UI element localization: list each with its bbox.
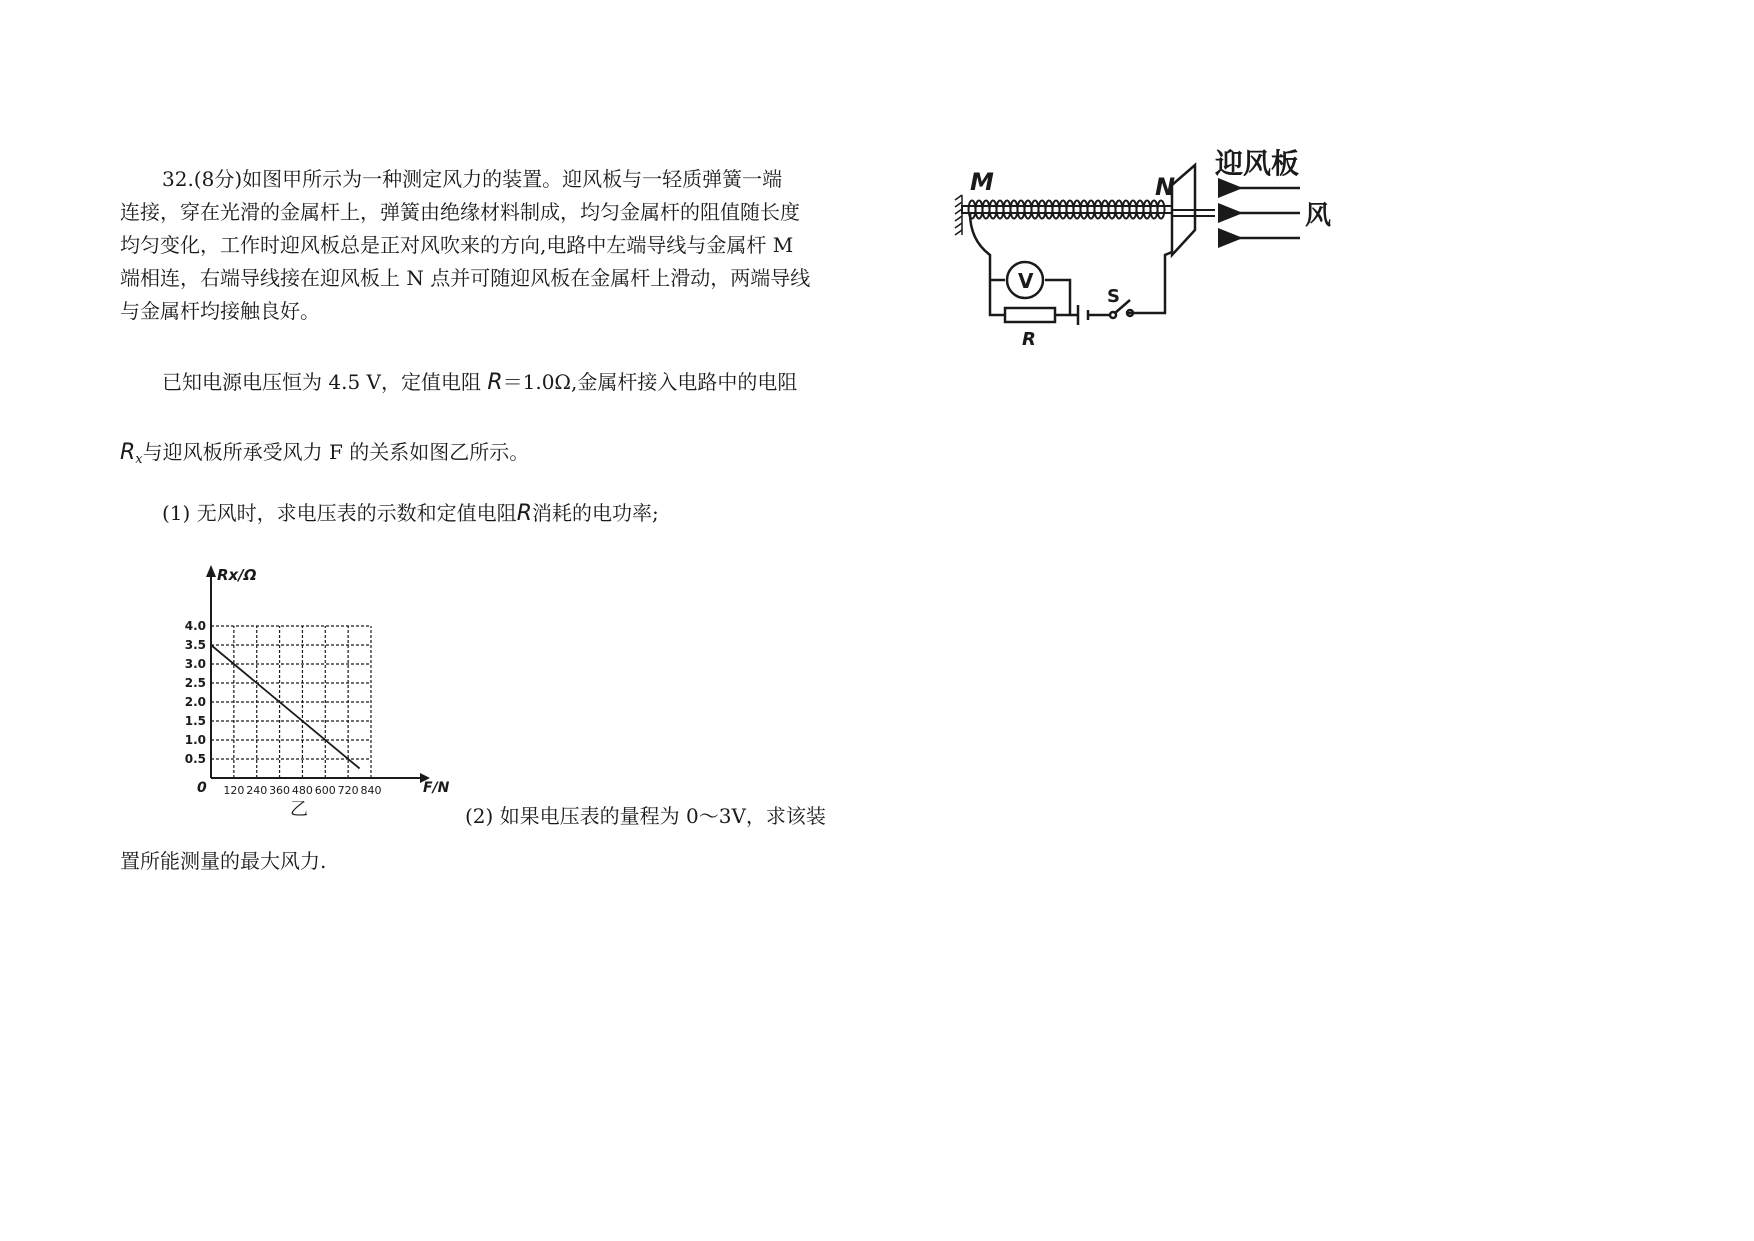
y-tick-label: 0.5 xyxy=(184,752,206,766)
rx-suffix: 与迎风板所承受风力 F 的关系如图乙所示。 xyxy=(142,440,530,464)
intro-line-3: 均匀变化，工作时迎风板总是正对风吹来的方向,电路中左端导线与金属杆 M xyxy=(120,233,794,257)
label-voltmeter: V xyxy=(1018,269,1034,293)
chart-caption: 乙 xyxy=(290,799,308,820)
label-switch: S xyxy=(1107,286,1120,307)
r-symbol: R xyxy=(487,370,503,395)
label-wind: 风 xyxy=(1305,201,1332,231)
given-line xyxy=(162,366,797,395)
wind-arrows xyxy=(1238,188,1300,238)
q1-prefix: (1) 无风时，求电压表的示数和定值电阻 xyxy=(162,501,517,525)
figure-jia-device xyxy=(950,140,1350,360)
x-tick-label: 360 xyxy=(269,784,291,797)
x-tick-label: 120 xyxy=(223,784,245,797)
chart-origin: 0 xyxy=(197,780,207,796)
wall-hatch xyxy=(955,195,962,235)
q1-symbol: R xyxy=(516,501,532,526)
given-value: ＝1.0Ω,金属杆接入电路中的电阻 xyxy=(502,370,798,394)
chart-ticks xyxy=(185,619,382,797)
y-tick-label: 3.0 xyxy=(184,657,206,671)
x-tick-label: 840 xyxy=(360,784,382,797)
problem-intro xyxy=(120,163,870,328)
y-axis-arrow xyxy=(206,565,216,577)
intro-line-2: 连接，穿在光滑的金属杆上，弹簧由绝缘材料制成，均匀金属杆的阻值随长度 xyxy=(120,200,800,224)
rx-line xyxy=(120,436,529,467)
y-tick-label: 1.0 xyxy=(184,733,206,747)
label-n: N xyxy=(1155,173,1176,201)
question-2-line-1: (2) 如果电压表的量程为 0～3V，求该装 xyxy=(465,804,826,828)
rx-subscript: x xyxy=(135,452,143,467)
y-tick-label: 1.5 xyxy=(184,714,206,728)
battery xyxy=(1078,305,1088,325)
chart-ylabel: Rx/Ω xyxy=(217,566,257,584)
question-2-line-2: 置所能测量的最大风力. xyxy=(120,849,327,873)
y-tick-label: 2.0 xyxy=(184,695,206,709)
figure-yi-chart xyxy=(175,560,465,820)
intro-line-1: 32.(8分)如图甲所示为一种测定风力的装置。迎风板与一轻质弹簧一端 xyxy=(162,167,783,191)
label-m: M xyxy=(970,168,994,196)
chart-xlabel: F/N xyxy=(423,780,450,796)
question-1 xyxy=(162,497,659,526)
x-tick-label: 720 xyxy=(337,784,359,797)
y-tick-label: 2.5 xyxy=(184,676,206,690)
q1-suffix: 消耗的电功率; xyxy=(531,501,659,525)
label-resistor: R xyxy=(1022,329,1036,350)
chart-grid xyxy=(211,626,371,778)
intro-line-5: 与金属杆均接触良好。 xyxy=(120,299,320,323)
circuit-wires xyxy=(970,213,1172,315)
intro-line-4: 端相连，右端导线接在迎风板上 N 点并可随迎风板在金属杆上滑动，两端导线 xyxy=(120,266,811,290)
y-tick-label: 3.5 xyxy=(184,638,206,652)
voltmeter xyxy=(1007,262,1043,298)
given-prefix: 已知电源电压恒为 4.5 V，定值电阻 xyxy=(162,370,488,394)
label-board: 迎风板 xyxy=(1215,147,1300,180)
resistor-r xyxy=(1005,308,1055,350)
rx-symbol: R xyxy=(120,440,136,465)
x-tick-label: 240 xyxy=(246,784,268,797)
x-tick-label: 480 xyxy=(291,784,313,797)
chart-axes xyxy=(206,565,430,783)
x-tick-label: 600 xyxy=(314,784,336,797)
y-tick-label: 4.0 xyxy=(184,619,206,633)
